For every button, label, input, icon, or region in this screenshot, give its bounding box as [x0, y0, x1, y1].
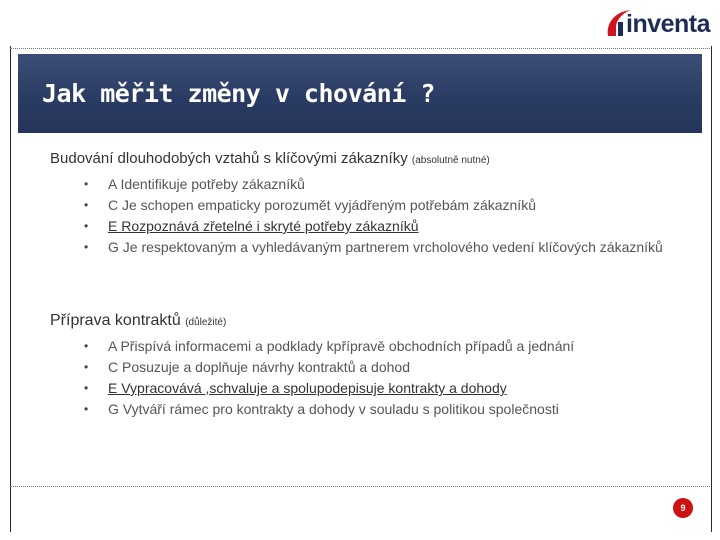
bullet-icon: •: [84, 198, 89, 212]
section-importance-note: (důležité): [185, 317, 227, 328]
bullet-icon: •: [84, 240, 89, 254]
list-item-text: E Vypracovává ,schvaluje a spolupodepisuje kontrakty a dohody: [108, 380, 507, 396]
bullet-icon: •: [84, 402, 89, 416]
list-item: [80, 174, 690, 195]
bullet-icon: •: [84, 381, 89, 395]
list-item: [80, 237, 690, 258]
section-heading-contracts: [50, 312, 226, 330]
top-divider: [10, 48, 710, 50]
logo-text: inventa: [626, 10, 711, 38]
section-heading-text: Příprava kontraktů: [50, 312, 181, 329]
list-item-text: C Posuzuje a doplňuje návrhy kontraktů a dohod: [108, 359, 410, 375]
bullet-icon: •: [84, 339, 89, 353]
bullet-list-customer-relations: [80, 174, 690, 258]
inventa-logo: [604, 6, 714, 44]
bottom-divider: [10, 486, 710, 488]
title-banner: [18, 54, 702, 133]
bullet-list-contracts: [80, 336, 690, 420]
list-item: [80, 357, 690, 378]
list-item-text: C Je schopen empaticky porozumět vyjádřeným potřebám zákazníků: [108, 197, 536, 213]
list-item-text: G Je respektovaným a vyhledávaným partnerem vrcholového vedení klíčových zákazníků: [108, 239, 663, 255]
bullet-icon: •: [84, 177, 89, 191]
list-item-text: A Přispívá informacemi a podklady kpřípravě obchodních případů a jednání: [108, 338, 575, 354]
section-heading-customer-relations: [50, 150, 490, 167]
list-item-text: G Vytváří rámec pro kontrakty a dohody v souladu s politikou společnosti: [108, 401, 559, 417]
list-item-text: E Rozpoznává zřetelné i skryté potřeby zákazníků: [108, 218, 419, 234]
section-heading-text: Budování dlouhodobých vztahů s klíčovými zákazníky: [50, 150, 408, 167]
list-item: [80, 336, 690, 357]
list-item-text: A Identifikuje potřeby zákazníků: [108, 176, 305, 192]
list-item: [80, 216, 690, 237]
list-item: [80, 399, 690, 420]
list-item: [80, 378, 690, 399]
bullet-icon: •: [84, 360, 89, 374]
list-item: [80, 195, 690, 216]
section-importance-note: (absolutně nutné): [411, 155, 490, 166]
page-number-badge: 9: [673, 498, 693, 518]
bullet-icon: •: [84, 219, 89, 233]
slide-title: Jak měřit změny v chování ?: [42, 79, 435, 108]
